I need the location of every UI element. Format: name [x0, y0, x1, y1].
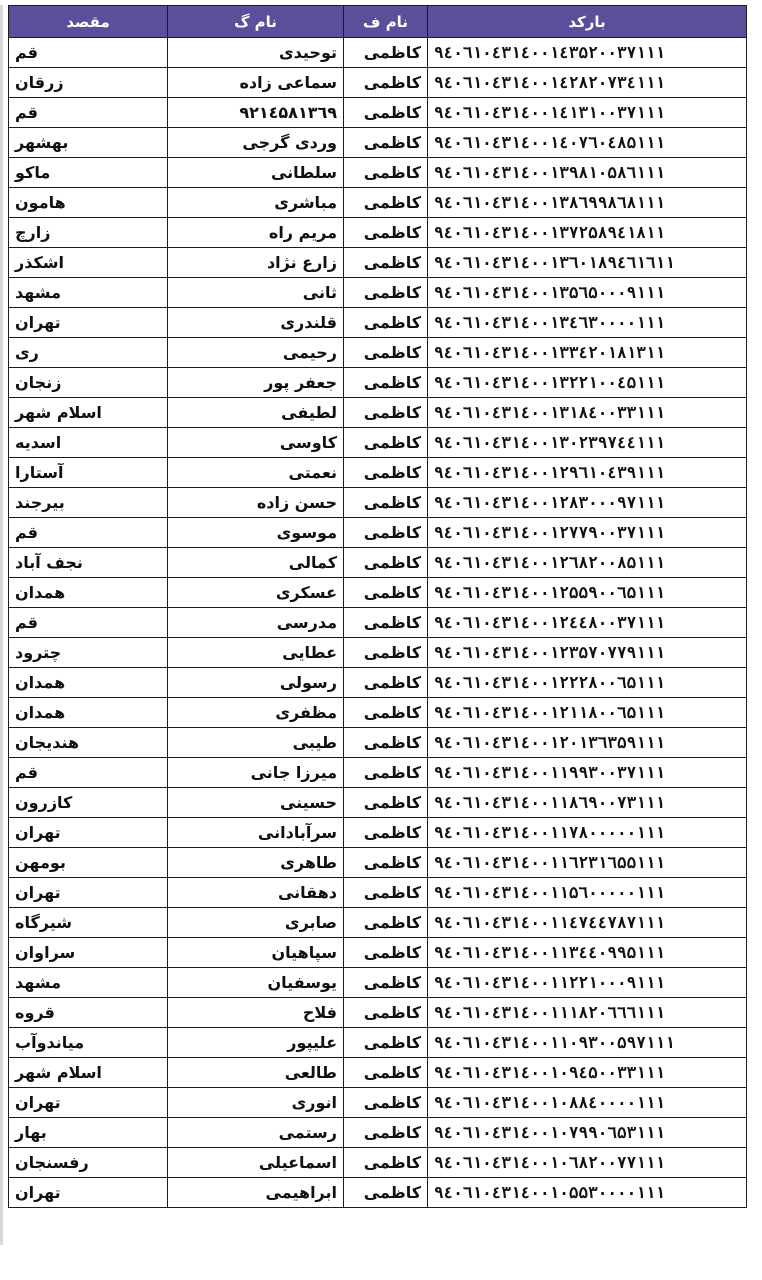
cell-destination: بهار	[9, 1118, 168, 1148]
cell-first-name: کاظمی	[344, 548, 428, 578]
cell-last-name: ۹۲۱٤۵۸۱۳٦۹	[168, 98, 344, 128]
cell-destination: اسدیه	[9, 428, 168, 458]
cell-destination: آستارا	[9, 458, 168, 488]
cell-last-name: میرزا جانی	[168, 758, 344, 788]
cell-first-name: کاظمی	[344, 998, 428, 1028]
cell-first-name: کاظمی	[344, 338, 428, 368]
cell-destination: تهران	[9, 878, 168, 908]
cell-barcode: ۹٤۰٦۱۰٤۳۱٤۰۰۱٤۲۸۲۰۷۳٤۱۱۱	[428, 68, 747, 98]
cell-last-name: لطیفی	[168, 398, 344, 428]
table-row	[9, 518, 747, 548]
cell-last-name: طیبی	[168, 728, 344, 758]
cell-first-name: کاظمی	[344, 68, 428, 98]
cell-first-name: کاظمی	[344, 968, 428, 998]
header-last-name: نام گ	[168, 6, 344, 38]
cell-first-name: کاظمی	[344, 488, 428, 518]
cell-first-name: کاظمی	[344, 788, 428, 818]
cell-last-name: کمالی	[168, 548, 344, 578]
table-row	[9, 38, 747, 68]
cell-last-name: فلاح	[168, 998, 344, 1028]
table-row	[9, 188, 747, 218]
cell-barcode: ۹٤۰٦۱۰٤۳۱٤۰۰۱۱۵٦۰۰۰۰۰۱۱۱	[428, 878, 747, 908]
table-row	[9, 218, 747, 248]
cell-barcode: ۹٤۰٦۱۰٤۳۱٤۰۰۱۱۲۲۱۰۰۰۹۱۱۱	[428, 968, 747, 998]
cell-barcode: ۹٤۰٦۱۰٤۳۱٤۰۰۱۰۸۸٤۰۰۰۰۱۱۱	[428, 1088, 747, 1118]
cell-last-name: سرآبادانی	[168, 818, 344, 848]
cell-first-name: کاظمی	[344, 158, 428, 188]
table-row	[9, 98, 747, 128]
table-row	[9, 938, 747, 968]
cell-destination: قروه	[9, 998, 168, 1028]
cell-first-name: کاظمی	[344, 728, 428, 758]
cell-barcode: ۹٤۰٦۱۰٤۳۱٤۰۰۱۲۲۲۸۰۰٦۵۱۱۱	[428, 668, 747, 698]
cell-first-name: کاظمی	[344, 578, 428, 608]
cell-destination: چترود	[9, 638, 168, 668]
cell-last-name: توحیدی	[168, 38, 344, 68]
table-body	[9, 38, 747, 1208]
cell-last-name: ابراهیمی	[168, 1178, 344, 1208]
cell-destination: ری	[9, 338, 168, 368]
cell-last-name: عسکری	[168, 578, 344, 608]
cell-barcode: ۹٤۰٦۱۰٤۳۱٤۰۰۱۳۰۲۳۹۷٤٤۱۱۱	[428, 428, 747, 458]
shipment-table	[8, 5, 747, 1208]
cell-destination: مشهد	[9, 968, 168, 998]
cell-barcode: ۹٤۰٦۱۰٤۳۱٤۰۰۱۱٤۷٤٤۷۸۷۱۱۱	[428, 908, 747, 938]
cell-destination: سراوان	[9, 938, 168, 968]
cell-last-name: سپاهیان	[168, 938, 344, 968]
cell-barcode: ۹٤۰٦۱۰٤۳۱٤۰۰۱۳۲۲۱۰۰٤۵۱۱۱	[428, 368, 747, 398]
table-row	[9, 698, 747, 728]
cell-last-name: جعفر پور	[168, 368, 344, 398]
table-row	[9, 608, 747, 638]
cell-first-name: کاظمی	[344, 128, 428, 158]
cell-destination: ماکو	[9, 158, 168, 188]
cell-destination: میاندوآب	[9, 1028, 168, 1058]
sheet-edge	[0, 5, 3, 1245]
cell-last-name: یوسفیان	[168, 968, 344, 998]
cell-barcode: ۹٤۰٦۱۰٤۳۱٤۰۰۱۲۱۱۸۰۰٦۵۱۱۱	[428, 698, 747, 728]
cell-last-name: نعمتی	[168, 458, 344, 488]
cell-barcode: ۹٤۰٦۱۰٤۳۱٤۰۰۱۲۸۳۰۰۰۹۷۱۱۱	[428, 488, 747, 518]
table-row	[9, 998, 747, 1028]
cell-first-name: کاظمی	[344, 608, 428, 638]
cell-first-name: کاظمی	[344, 458, 428, 488]
cell-destination: تهران	[9, 308, 168, 338]
table-row	[9, 1058, 747, 1088]
header-barcode: بارکد	[428, 6, 747, 38]
cell-first-name: کاظمی	[344, 1148, 428, 1178]
cell-barcode: ۹٤۰٦۱۰٤۳۱٤۰۰۱۰۵۵۳۰۰۰۰۱۱۱	[428, 1178, 747, 1208]
cell-last-name: رسولی	[168, 668, 344, 698]
cell-barcode: ۹٤۰٦۱۰٤۳۱٤۰۰۱۱۱۸۲۰٦٦٦۱۱۱	[428, 998, 747, 1028]
cell-barcode: ۹٤۰٦۱۰٤۳۱٤۰۰۱۳۹۸۱۰۵۸٦۱۱۱	[428, 158, 747, 188]
cell-first-name: کاظمی	[344, 758, 428, 788]
table-row	[9, 878, 747, 908]
cell-barcode: ۹٤۰٦۱۰٤۳۱٤۰۰۱۳٤٦۳۰۰۰۰۱۱۱	[428, 308, 747, 338]
spreadsheet	[8, 5, 746, 1208]
table-row	[9, 578, 747, 608]
cell-barcode: ۹٤۰٦۱۰٤۳۱٤۰۰۱۳۳٤۲۰۱۸۱۳۱۱	[428, 338, 747, 368]
cell-last-name: عطایی	[168, 638, 344, 668]
cell-barcode: ۹٤۰٦۱۰٤۳۱٤۰۰۱٤۰۷٦۰٤۸۵۱۱۱	[428, 128, 747, 158]
cell-first-name: کاظمی	[344, 98, 428, 128]
cell-destination: بومهن	[9, 848, 168, 878]
header-first-name: نام ف	[344, 6, 428, 38]
table-row	[9, 818, 747, 848]
cell-first-name: کاظمی	[344, 1178, 428, 1208]
cell-barcode: ۹٤۰٦۱۰٤۳۱٤۰۰۱۲۳۵۷۰۷۷۹۱۱۱	[428, 638, 747, 668]
cell-first-name: کاظمی	[344, 1118, 428, 1148]
cell-destination: تهران	[9, 818, 168, 848]
cell-barcode: ۹٤۰٦۱۰٤۳۱٤۰۰۱۰۷۹۹۰٦۵۳۱۱۱	[428, 1118, 747, 1148]
table-row	[9, 848, 747, 878]
cell-barcode: ۹٤۰٦۱۰٤۳۱٤۰۰۱۳٦۰۱۸۹٤٦۱٦۱۱	[428, 248, 747, 278]
cell-first-name: کاظمی	[344, 308, 428, 338]
cell-barcode: ۹٤۰٦۱۰٤۳۱٤۰۰۱۰۹٤۵۰۰۳۳۱۱۱	[428, 1058, 747, 1088]
cell-barcode: ۹٤۰٦۱۰٤۳۱٤۰۰۱۰٦۸۲۰۰۷۷۱۱۱	[428, 1148, 747, 1178]
cell-barcode: ۹٤۰٦۱۰٤۳۱٤۰۰۱۱۰۹۳۰۰۵۹۷۱۱۱	[428, 1028, 747, 1058]
cell-barcode: ۹٤۰٦۱۰٤۳۱٤۰۰۱۲۰۱۳٦۳۵۹۱۱۱	[428, 728, 747, 758]
cell-first-name: کاظمی	[344, 1088, 428, 1118]
cell-last-name: مظفری	[168, 698, 344, 728]
cell-barcode: ۹٤۰٦۱۰٤۳۱٤۰۰۱۲٦۸۲۰۰۸۵۱۱۱	[428, 548, 747, 578]
cell-destination: همدان	[9, 578, 168, 608]
cell-barcode: ۹٤۰٦۱۰٤۳۱٤۰۰۱۱۷۸۰۰۰۰۰۱۱۱	[428, 818, 747, 848]
cell-destination: قم	[9, 518, 168, 548]
cell-first-name: کاظمی	[344, 218, 428, 248]
table-row	[9, 758, 747, 788]
cell-barcode: ۹٤۰٦۱۰٤۳۱٤۰۰۱۲۷۷۹۰۰۳۷۱۱۱	[428, 518, 747, 548]
cell-first-name: کاظمی	[344, 38, 428, 68]
cell-first-name: کاظمی	[344, 908, 428, 938]
cell-destination: مشهد	[9, 278, 168, 308]
cell-barcode: ۹٤۰٦۱۰٤۳۱٤۰۰۱۱۳٤٤۰۹۹۵۱۱۱	[428, 938, 747, 968]
cell-destination: زرقان	[9, 68, 168, 98]
table-row	[9, 1148, 747, 1178]
cell-first-name: کاظمی	[344, 278, 428, 308]
cell-first-name: کاظمی	[344, 188, 428, 218]
cell-destination: زارچ	[9, 218, 168, 248]
cell-destination: نجف آباد	[9, 548, 168, 578]
cell-barcode: ۹٤۰٦۱۰٤۳۱٤۰۰۱۱۸٦۹۰۰۷۳۱۱۱	[428, 788, 747, 818]
table-row	[9, 548, 747, 578]
cell-barcode: ۹٤۰٦۱۰٤۳۱٤۰۰۱۳۵٦۵۰۰۰۹۱۱۱	[428, 278, 747, 308]
cell-first-name: کاظمی	[344, 368, 428, 398]
cell-first-name: کاظمی	[344, 398, 428, 428]
cell-destination: تهران	[9, 1088, 168, 1118]
cell-last-name: طالعی	[168, 1058, 344, 1088]
table-row	[9, 728, 747, 758]
cell-first-name: کاظمی	[344, 818, 428, 848]
cell-last-name: کاوسی	[168, 428, 344, 458]
cell-first-name: کاظمی	[344, 938, 428, 968]
table-row	[9, 908, 747, 938]
table-row	[9, 68, 747, 98]
table-row	[9, 1088, 747, 1118]
cell-last-name: طاهری	[168, 848, 344, 878]
cell-barcode: ۹٤۰٦۱۰٤۳۱٤۰۰۱٤۱۳۱۰۰۳۷۱۱۱	[428, 98, 747, 128]
cell-barcode: ۹٤۰٦۱۰٤۳۱٤۰۰۱۱٦۲۳۱٦۵۵۱۱۱	[428, 848, 747, 878]
cell-first-name: کاظمی	[344, 698, 428, 728]
cell-destination: بهشهر	[9, 128, 168, 158]
cell-destination: شیرگاه	[9, 908, 168, 938]
cell-first-name: کاظمی	[344, 428, 428, 458]
table-row	[9, 158, 747, 188]
cell-last-name: صابری	[168, 908, 344, 938]
cell-last-name: مدرسی	[168, 608, 344, 638]
cell-destination: هندیجان	[9, 728, 168, 758]
table-row	[9, 1178, 747, 1208]
cell-barcode: ۹٤۰٦۱۰٤۳۱٤۰۰۱۲۵۵۹۰۰٦۵۱۱۱	[428, 578, 747, 608]
table-row	[9, 308, 747, 338]
cell-last-name: حسینی	[168, 788, 344, 818]
cell-last-name: حسن زاده	[168, 488, 344, 518]
cell-last-name: مریم راه	[168, 218, 344, 248]
cell-barcode: ۹٤۰٦۱۰٤۳۱٤۰۰۱۲۹٦۱۰٤۳۹۱۱۱	[428, 458, 747, 488]
cell-destination: همدان	[9, 698, 168, 728]
cell-destination: اشکذر	[9, 248, 168, 278]
table-row	[9, 1118, 747, 1148]
table-row	[9, 968, 747, 998]
table-row	[9, 128, 747, 158]
cell-destination: قم	[9, 608, 168, 638]
cell-destination: همدان	[9, 668, 168, 698]
table-row	[9, 278, 747, 308]
cell-last-name: دهقانی	[168, 878, 344, 908]
cell-last-name: علیپور	[168, 1028, 344, 1058]
cell-last-name: زارع نژاد	[168, 248, 344, 278]
table-row	[9, 1028, 747, 1058]
cell-last-name: وردی گرجی	[168, 128, 344, 158]
cell-last-name: مباشری	[168, 188, 344, 218]
cell-destination: قم	[9, 98, 168, 128]
cell-last-name: ثانی	[168, 278, 344, 308]
cell-first-name: کاظمی	[344, 518, 428, 548]
cell-last-name: قلندری	[168, 308, 344, 338]
cell-first-name: کاظمی	[344, 848, 428, 878]
cell-first-name: کاظمی	[344, 638, 428, 668]
cell-destination: زنجان	[9, 368, 168, 398]
table-row	[9, 338, 747, 368]
cell-last-name: اسماعیلی	[168, 1148, 344, 1178]
table-row	[9, 398, 747, 428]
cell-barcode: ۹٤۰٦۱۰٤۳۱٤۰۰۱۳۱۸٤۰۰۳۳۱۱۱	[428, 398, 747, 428]
cell-first-name: کاظمی	[344, 878, 428, 908]
cell-barcode: ۹٤۰٦۱۰٤۳۱٤۰۰۱٤۳۵۲۰۰۳۷۱۱۱	[428, 38, 747, 68]
table-row	[9, 668, 747, 698]
cell-destination: اسلام شهر	[9, 1058, 168, 1088]
cell-destination: کازرون	[9, 788, 168, 818]
header-destination: مقصد	[9, 6, 168, 38]
cell-last-name: رحیمی	[168, 338, 344, 368]
cell-last-name: رستمی	[168, 1118, 344, 1148]
table-row	[9, 788, 747, 818]
header-row	[9, 6, 747, 38]
cell-last-name: موسوی	[168, 518, 344, 548]
cell-destination: قم	[9, 758, 168, 788]
cell-last-name: انوری	[168, 1088, 344, 1118]
cell-last-name: سماعی زاده	[168, 68, 344, 98]
table-row	[9, 248, 747, 278]
table-row	[9, 368, 747, 398]
cell-destination: بیرجند	[9, 488, 168, 518]
cell-destination: قم	[9, 38, 168, 68]
cell-first-name: کاظمی	[344, 1028, 428, 1058]
cell-destination: اسلام شهر	[9, 398, 168, 428]
cell-destination: تهران	[9, 1178, 168, 1208]
cell-destination: رفسنجان	[9, 1148, 168, 1178]
table-row	[9, 638, 747, 668]
table-row	[9, 488, 747, 518]
cell-barcode: ۹٤۰٦۱۰٤۳۱٤۰۰۱۳۸٦۹۹۸٦۸۱۱۱	[428, 188, 747, 218]
cell-barcode: ۹٤۰٦۱۰٤۳۱٤۰۰۱۳۷۲۵۸۹٤۱۸۱۱	[428, 218, 747, 248]
cell-destination: هامون	[9, 188, 168, 218]
cell-last-name: سلطانی	[168, 158, 344, 188]
cell-first-name: کاظمی	[344, 1058, 428, 1088]
cell-barcode: ۹٤۰٦۱۰٤۳۱٤۰۰۱۱۹۹۳۰۰۳۷۱۱۱	[428, 758, 747, 788]
cell-first-name: کاظمی	[344, 668, 428, 698]
cell-first-name: کاظمی	[344, 248, 428, 278]
cell-barcode: ۹٤۰٦۱۰٤۳۱٤۰۰۱۲٤٤۸۰۰۳۷۱۱۱	[428, 608, 747, 638]
table-row	[9, 458, 747, 488]
table-row	[9, 428, 747, 458]
